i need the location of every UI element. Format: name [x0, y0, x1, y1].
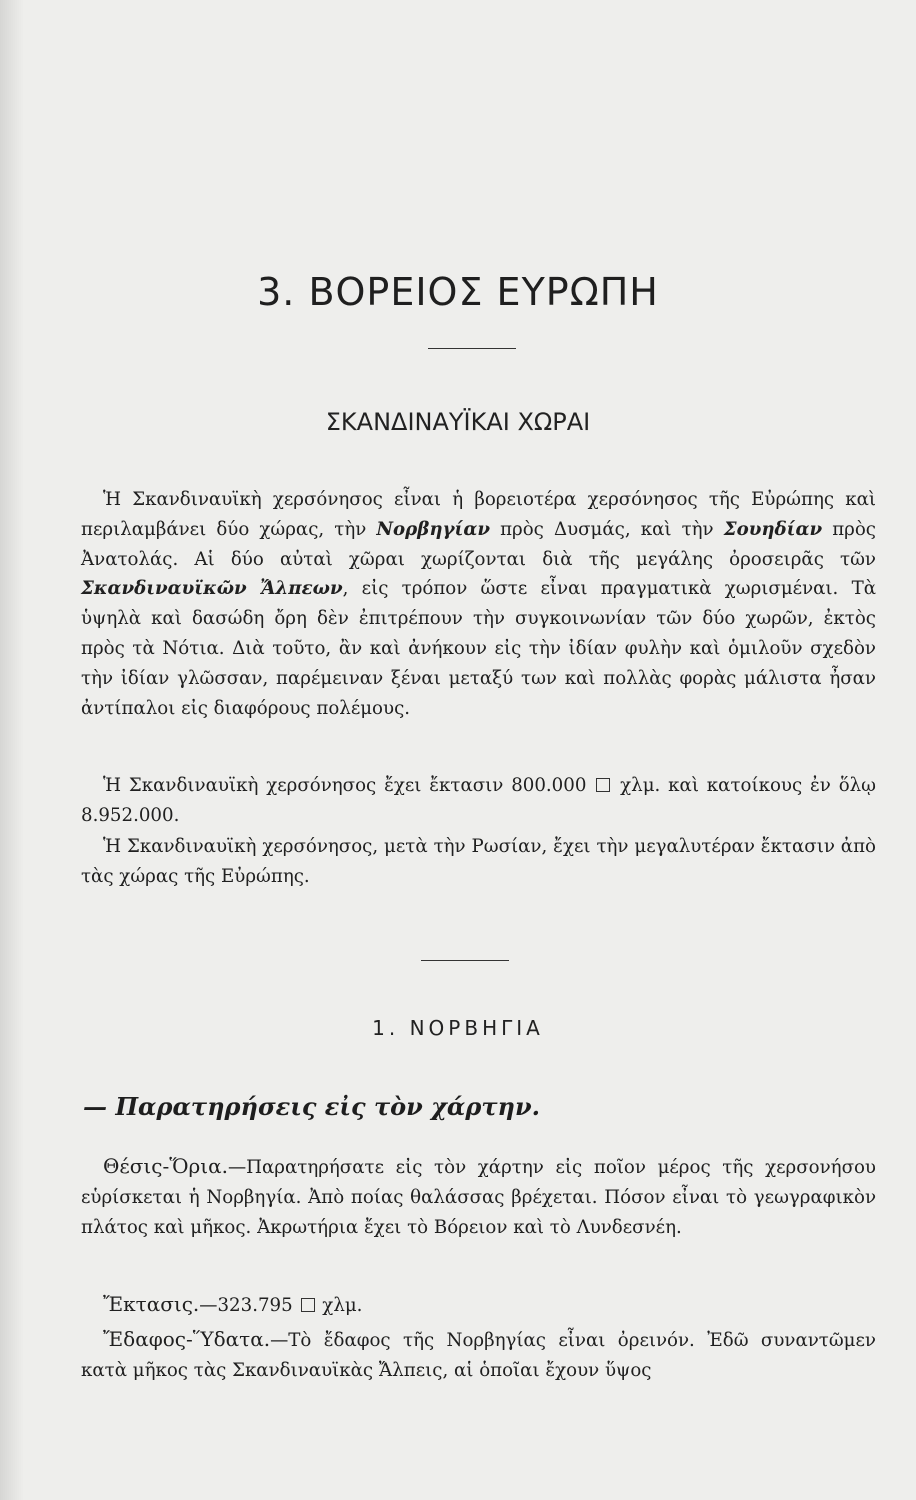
position-paragraph [81, 1152, 876, 1242]
intro-text-a: Ἡ Σκανδιναυϊκὴ χερσόνησος εἶναι ἡ βορειοτέρα χερσόνησος τῆς Εὐρώπης καὶ περιλαμβάνει δύο χώρας, τὴν [81, 489, 876, 540]
intro-text-d: , εἰς τρόπον ὥστε εἶναι πραγματικὰ χωρισμέναι. Τὰ ὑψηλὰ καὶ δασώδη ὄρη δὲν ἐπιτρέπουν τὴν συγκοινωνίαν τῶν δύο χωρῶν, ἐκτὸς πρὸς τὰ Νότια. Διὰ τοῦτο, ἂν καὶ ἀνήκουν εἰς τὴν ἰδίαν φυλὴν καὶ ὁμιλοῦν σχεδὸν τὴν ἰδίαν γλῶσσαν, παρέμειναν ξέναι μεταξύ των καὶ πολλὰς φορὰς μάλιστα ἦσαν ἀντίπαλοι εἰς διαφόρους πολέμους. [81, 578, 876, 719]
area-value: —323.795 [199, 1295, 293, 1316]
sweden-term: Σουηδίαν [723, 518, 823, 540]
ground-paragraph [81, 1325, 876, 1386]
top-divider [428, 348, 516, 349]
ground-text: —Τὸ ἔδαφος τῆς Νορβηγίας εἶναι ὀρεινόν. Ἐδῶ συναντῶμεν κατὰ μῆκος τὰς Σκανδιναυϊκὰς Ἄλπεις, αἱ ὁποῖαι ἔχουν ὕψος [81, 1330, 876, 1381]
area-label: Ἔκτασις. [103, 1292, 200, 1316]
intro-paragraph-3: Ἡ Σκανδιναυϊκὴ χερσόνησος, μετὰ τὴν Ρωσίαν, ἔχει τὴν μεγαλυτέραν ἔκτασιν ἀπὸ τὰς χώρας τῆς Εὐρώπης. [81, 836, 876, 887]
page-gutter-shadow [0, 0, 24, 1500]
norway-term: Νορβηγίαν [376, 518, 490, 540]
intro-paragraph-2 [81, 771, 876, 831]
square-unit-icon-2 [301, 1298, 315, 1312]
area-paragraph [81, 1290, 876, 1321]
area-unit: χλμ. [322, 1295, 363, 1316]
area-text-b: χλμ. καὶ κατοίκους ἐν ὅλῳ 8.952.000. [81, 775, 876, 826]
square-unit-icon [596, 778, 610, 792]
middle-divider [421, 960, 509, 961]
intro-text-b: πρὸς Δυσμάς, καὶ τὴν [489, 518, 724, 540]
chapter-title: 3. ΒΟΡΕΙΟΣ ΕΥΡΩΠΗ [257, 270, 659, 314]
alps-term: Σκανδιναυϊκῶν Ἄλπεων [81, 578, 343, 600]
area-text-a: Ἡ Σκανδιναυϊκὴ χερσόνησος ἔχει ἔκτασιν 800.000 [103, 775, 587, 796]
section-title: ΣΚΑΝΔΙΝΑΥΪΚΑΙ ΧΩΡΑΙ [325, 408, 591, 436]
ground-label: Ἔδαφος-Ὕδατα. [103, 1327, 271, 1351]
intro-paragraph-1 [81, 485, 876, 723]
position-text: —Παρατηρήσατε εἰς τὸν χάρτην εἰς ποῖον μέρος τῆς χερσονήσου εὑρίσκεται ἡ Νορβηγία. Ἀπὸ ποίας θαλάσσας βρέχεται. Πόσον εἶναι τὸ γεωγραφικὸν πλάτος καὶ μῆκος. Ἀκρωτήρια ἔχει τὸ Βόρειον καὶ τὸ Λυνδεσνέη. [81, 1157, 876, 1238]
subsection-title: 1. ΝΟΡΒΗΓΙΑ [372, 1016, 544, 1040]
remarks-heading: — Παρατηρήσεις εἰς τὸν χάρτην. [83, 1092, 540, 1121]
position-label: Θέσις-Ὅρια. [103, 1154, 228, 1178]
intro-text-c: πρὸς Ἀνατολάς. Αἱ δύο αὐταὶ χῶραι χωρίζονται διὰ τῆς μεγάλης ὀροσειρᾶς τῶν [81, 518, 876, 570]
